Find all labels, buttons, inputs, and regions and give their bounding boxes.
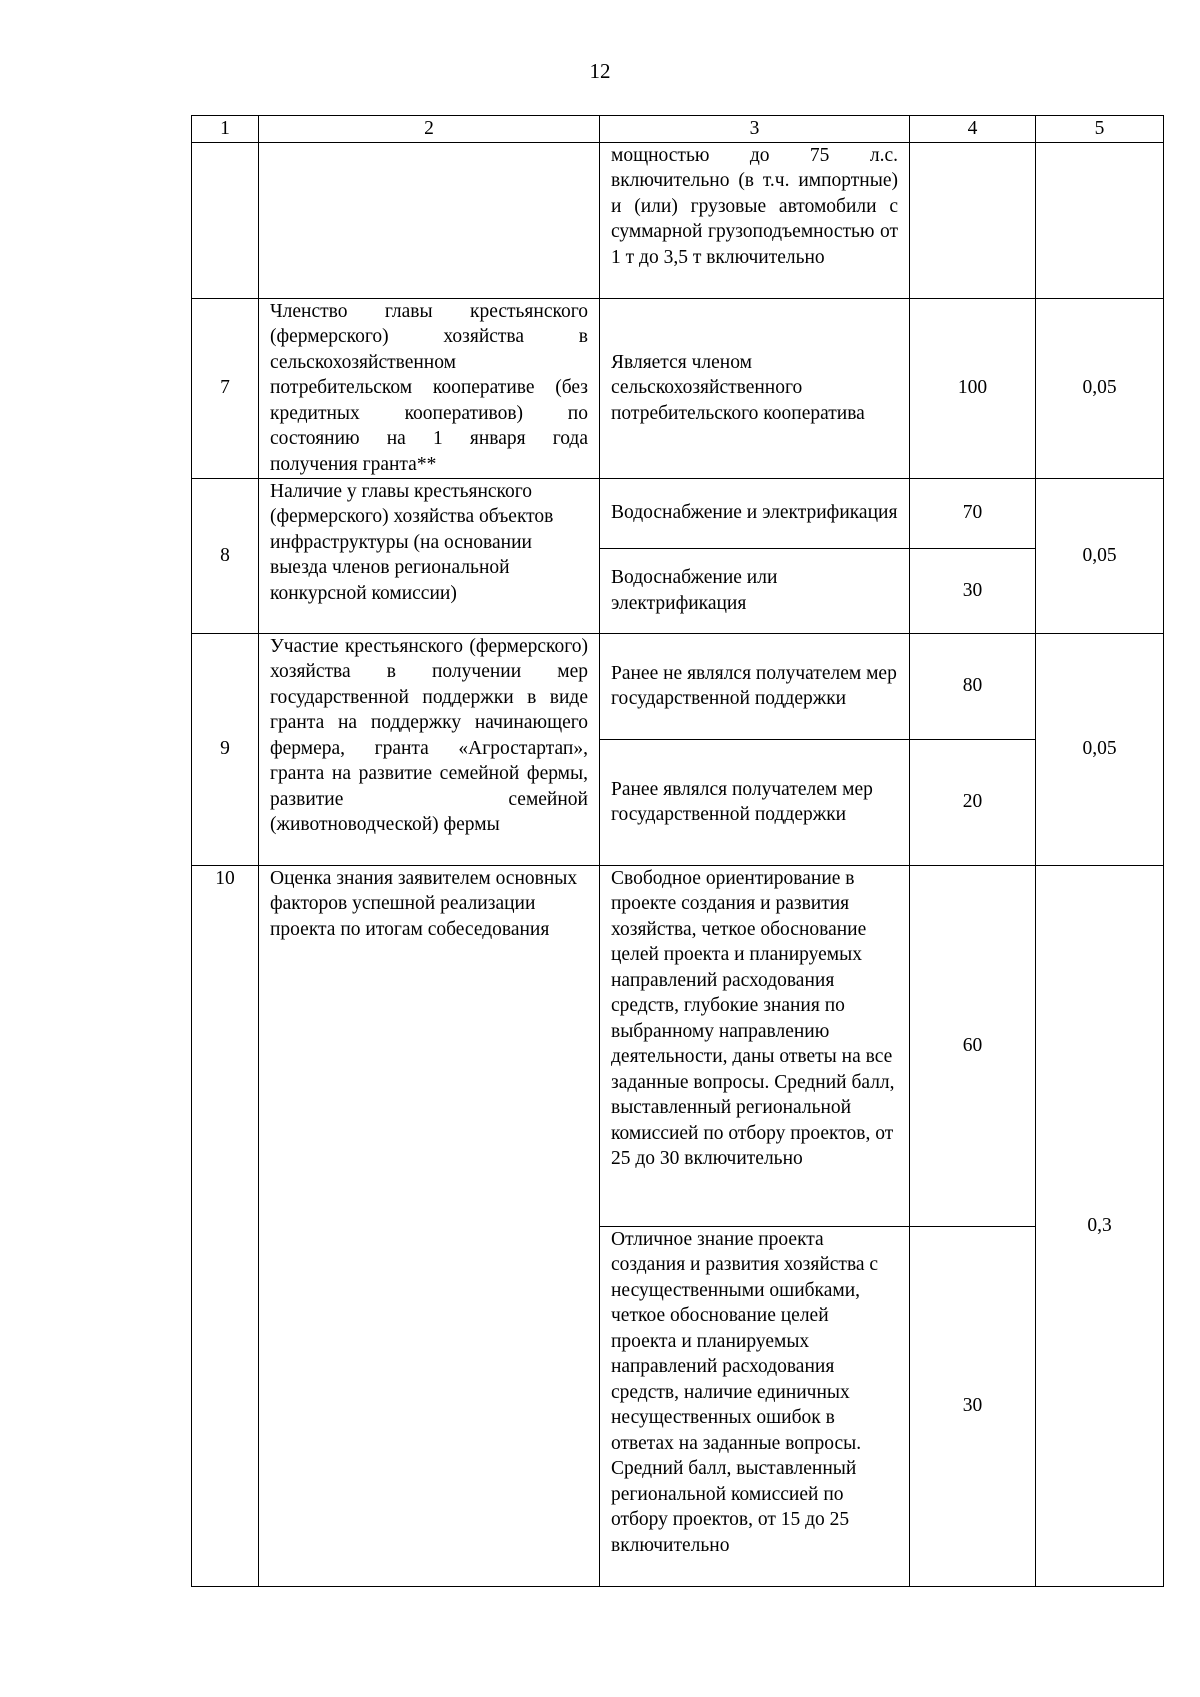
- table-header-row: [192, 116, 1164, 143]
- table-row: [192, 298, 1164, 478]
- table-row: [192, 142, 1164, 298]
- score-cell: 70: [910, 478, 1036, 548]
- row-number-cell: 9: [192, 633, 259, 865]
- column-header: 2: [259, 116, 600, 143]
- column-header: 5: [1036, 116, 1164, 143]
- table-row: [192, 633, 1164, 739]
- criterion-cell: Участие крестьянского (фермерского) хозяйства в получении мер государственной поддержки в виде гранта на поддержку начинающего фермера, гранта «Агростартап», гранта на развитие семейной фермы, развитие семейной (животноводческой) фермы: [259, 633, 600, 865]
- criterion-cell: Членство главы крестьянского (фермерского) хозяйства в сельскохозяйственном потребительском кооперативе (без кредитных кооперативов) по состоянию на 1 января года получения гранта**: [259, 298, 600, 478]
- option-cell: Водоснабжение и электрификация: [600, 478, 910, 548]
- criterion-cell: Оценка знания заявителем основных факторов успешной реализации проекта по итогам собеседования: [259, 865, 600, 1586]
- row-number-cell: 8: [192, 478, 259, 633]
- option-cell: Ранее являлся получателем мер государственной поддержки: [600, 739, 910, 865]
- criteria-table: [191, 115, 1164, 1587]
- option-cell: Является членом сельскохозяйственного потребительского кооператива: [600, 298, 910, 478]
- row-number-cell: [192, 142, 259, 298]
- score-cell: [910, 142, 1036, 298]
- criterion-cell: [259, 142, 600, 298]
- column-header: 4: [910, 116, 1036, 143]
- option-cell: Свободное ориентирование в проекте создания и развития хозяйства, четкое обоснование целей проекта и планируемых направлений расходования средств, глубокие знания по выбранному направлению деятельности, даны ответы на все заданные вопросы. Средний балл, выставленный региональной комиссией по отбору проектов, от 25 до 30 включительно: [600, 865, 910, 1226]
- score-cell: 60: [910, 865, 1036, 1226]
- column-header: 3: [600, 116, 910, 143]
- row-number-cell: 7: [192, 298, 259, 478]
- row-number-cell: 10: [192, 865, 259, 1586]
- weight-cell: 0,05: [1036, 298, 1164, 478]
- table-row: [192, 478, 1164, 548]
- option-cell: Водоснабжение или электрификация: [600, 548, 910, 633]
- score-cell: 80: [910, 633, 1036, 739]
- option-cell: Ранее не являлся получателем мер государственной поддержки: [600, 633, 910, 739]
- column-header: 1: [192, 116, 259, 143]
- score-cell: 30: [910, 548, 1036, 633]
- score-cell: 100: [910, 298, 1036, 478]
- weight-cell: 0,3: [1036, 865, 1164, 1586]
- table-row: [192, 865, 1164, 1226]
- weight-cell: [1036, 142, 1164, 298]
- option-cell: Отличное знание проекта создания и развития хозяйства с несущественными ошибками, четкое обоснование целей проекта и планируемых направлений расходования средств, наличие единичных несущественных ошибок в ответах на заданные вопросы. Средний балл, выставленный региональной комиссией по отбору проектов, от 15 до 25 включительно: [600, 1226, 910, 1586]
- criterion-cell: Наличие у главы крестьянского (фермерского) хозяйства объектов инфраструктуры (на основании выезда членов региональной конкурсной комиссии): [259, 478, 600, 633]
- option-cell: мощностью до 75 л.с. включительно (в т.ч. импортные) и (или) грузовые автомобили с суммарной грузоподъемностью от 1 т до 3,5 т включительно: [600, 142, 910, 298]
- page-number: 12: [589, 59, 611, 83]
- weight-cell: 0,05: [1036, 633, 1164, 865]
- score-cell: 20: [910, 739, 1036, 865]
- score-cell: 30: [910, 1226, 1036, 1586]
- weight-cell: 0,05: [1036, 478, 1164, 633]
